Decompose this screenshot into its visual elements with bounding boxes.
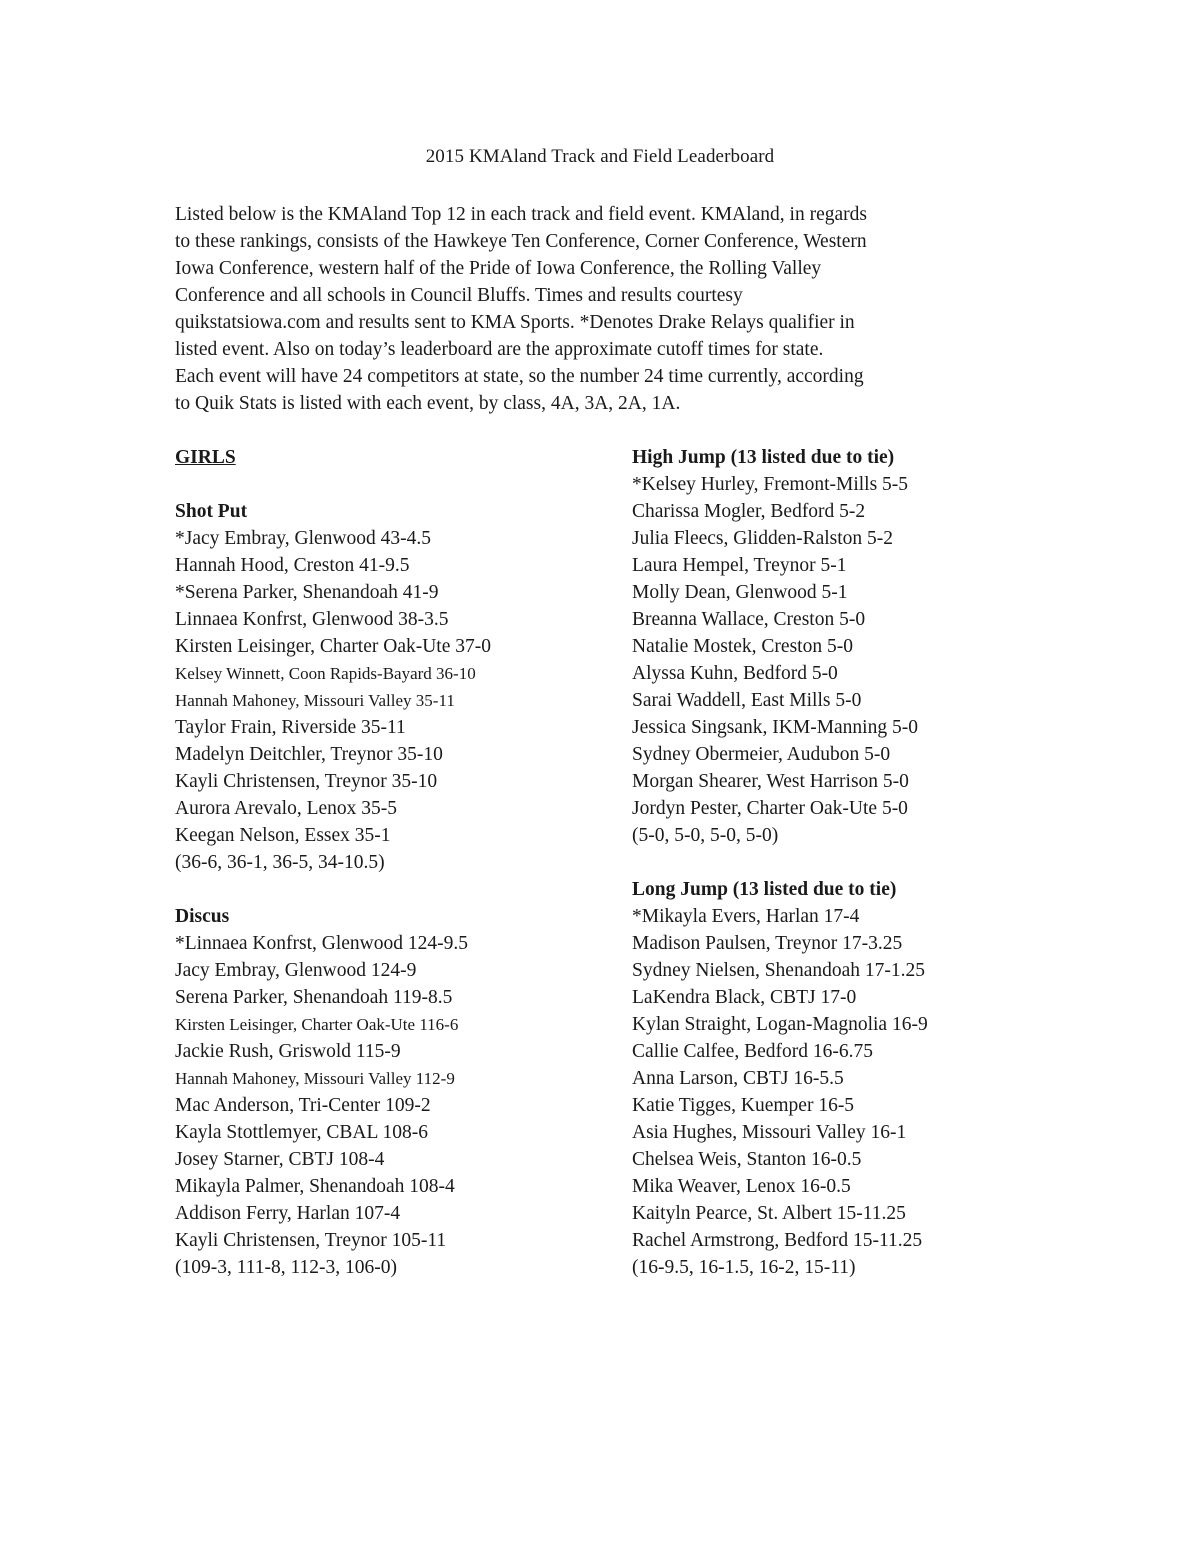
list-item: Sydney Obermeier, Audubon 5-0	[632, 744, 891, 765]
list-item: Jordyn Pester, Charter Oak-Ute 5-0	[632, 798, 908, 819]
list-item: Kylan Straight, Logan-Magnolia 16-9	[632, 1014, 928, 1035]
list-item: Chelsea Weis, Stanton 16-0.5	[632, 1149, 862, 1170]
intro-paragraph	[175, 201, 1035, 417]
list-item: *Serena Parker, Shenandoah 41-9	[175, 582, 439, 603]
left-column	[175, 444, 595, 1308]
list-item: Kirsten Leisinger, Charter Oak-Ute 116-6	[175, 1015, 459, 1034]
list-item: Jacy Embray, Glenwood 124-9	[175, 960, 417, 981]
list-item: Julia Fleecs, Glidden-Ralston 5-2	[632, 528, 894, 549]
event-long-jump	[632, 876, 1052, 1281]
list-item: Kaityln Pearce, St. Albert 15-11.25	[632, 1203, 906, 1224]
event-title-long-jump: Long Jump (13 listed due to tie)	[632, 879, 897, 900]
document-title: 2015 KMAland Track and Field Leaderboard	[425, 146, 775, 167]
list-item: Anna Larson, CBTJ 16-5.5	[632, 1068, 844, 1089]
section-heading-girls: GIRLS	[175, 447, 236, 468]
event-title-discus: Discus	[175, 906, 230, 927]
list-item: Rachel Armstrong, Bedford 15-11.25	[632, 1230, 923, 1251]
event-title-high-jump: High Jump (13 listed due to tie)	[632, 447, 895, 468]
state-cutoffs-long-jump: (16-9.5, 16-1.5, 16-2, 15-11)	[632, 1257, 856, 1278]
list-item: Katie Tigges, Kuemper 16-5	[632, 1095, 855, 1116]
intro-line: Each event will have 24 competitors at state, so the number 24 time currently, according	[175, 366, 864, 387]
event-title-shot-put: Shot Put	[175, 501, 248, 522]
intro-line: quikstatsiowa.com and results sent to KMA Sports. *Denotes Drake Relays qualifier in	[175, 312, 855, 333]
list-item: Charissa Mogler, Bedford 5-2	[632, 501, 866, 522]
list-item: *Kelsey Hurley, Fremont-Mills 5-5	[632, 474, 909, 495]
list-item: Breanna Wallace, Creston 5-0	[632, 609, 866, 630]
state-cutoffs-discus: (109-3, 111-8, 112-3, 106-0)	[175, 1257, 398, 1278]
list-item: *Linnaea Konfrst, Glenwood 124-9.5	[175, 933, 468, 954]
list-item: Kayla Stottlemyer, CBAL 108-6	[175, 1122, 429, 1143]
event-discus	[175, 903, 595, 1281]
list-item: Keegan Nelson, Essex 35-1	[175, 825, 391, 846]
list-item: Hannah Hood, Creston 41-9.5	[175, 555, 410, 576]
event-high-jump	[632, 444, 1052, 849]
list-item: Callie Calfee, Bedford 16-6.75	[632, 1041, 873, 1062]
list-item: Mikayla Palmer, Shenandoah 108-4	[175, 1176, 455, 1197]
list-item: Addison Ferry, Harlan 107-4	[175, 1203, 401, 1224]
list-item: Hannah Mahoney, Missouri Valley 112-9	[175, 1069, 455, 1088]
intro-line: to Quik Stats is listed with each event, by class, 4A, 3A, 2A, 1A.	[175, 393, 681, 414]
intro-line: Listed below is the KMAland Top 12 in each track and field event. KMAland, in regards	[175, 204, 867, 225]
list-item: Linnaea Konfrst, Glenwood 38-3.5	[175, 609, 449, 630]
intro-line: to these rankings, consists of the Hawkeye Ten Conference, Corner Conference, Western	[175, 231, 867, 252]
event-shot-put	[175, 498, 595, 876]
intro-line: Iowa Conference, western half of the Pride of Iowa Conference, the Rolling Valley	[175, 258, 822, 279]
list-item: Jessica Singsank, IKM-Manning 5-0	[632, 717, 918, 738]
list-item: Madison Paulsen, Treynor 17-3.25	[632, 933, 903, 954]
list-item: Taylor Frain, Riverside 35-11	[175, 717, 406, 738]
list-item: Jackie Rush, Griswold 115-9	[175, 1041, 401, 1062]
list-item: Madelyn Deitchler, Treynor 35-10	[175, 744, 443, 765]
list-item: Laura Hempel, Treynor 5-1	[632, 555, 847, 576]
list-item: *Jacy Embray, Glenwood 43-4.5	[175, 528, 431, 549]
list-item: Josey Starner, CBTJ 108-4	[175, 1149, 385, 1170]
state-cutoffs-shot-put: (36-6, 36-1, 36-5, 34-10.5)	[175, 852, 385, 873]
list-item: Kirsten Leisinger, Charter Oak-Ute 37-0	[175, 636, 491, 657]
right-column	[632, 444, 1052, 1308]
list-item: Asia Hughes, Missouri Valley 16-1	[632, 1122, 907, 1143]
state-cutoffs-high-jump: (5-0, 5-0, 5-0, 5-0)	[632, 825, 779, 846]
list-item: Kayli Christensen, Treynor 105-11	[175, 1230, 447, 1251]
list-item: Molly Dean, Glenwood 5-1	[632, 582, 848, 603]
list-item: Serena Parker, Shenandoah 119-8.5	[175, 987, 453, 1008]
list-item: Natalie Mostek, Creston 5-0	[632, 636, 853, 657]
list-item: Hannah Mahoney, Missouri Valley 35-11	[175, 691, 455, 710]
list-item: Kayli Christensen, Treynor 35-10	[175, 771, 438, 792]
list-item: *Mikayla Evers, Harlan 17-4	[632, 906, 860, 927]
list-item: Mika Weaver, Lenox 16-0.5	[632, 1176, 851, 1197]
list-item: Aurora Arevalo, Lenox 35-5	[175, 798, 398, 819]
list-item: Sarai Waddell, East Mills 5-0	[632, 690, 862, 711]
list-item: Alyssa Kuhn, Bedford 5-0	[632, 663, 838, 684]
list-item: Kelsey Winnett, Coon Rapids-Bayard 36-10	[175, 664, 476, 683]
list-item: Sydney Nielsen, Shenandoah 17-1.25	[632, 960, 925, 981]
list-item: Morgan Shearer, West Harrison 5-0	[632, 771, 909, 792]
list-item: Mac Anderson, Tri-Center 109-2	[175, 1095, 431, 1116]
list-item: LaKendra Black, CBTJ 17-0	[632, 987, 857, 1008]
intro-line: Conference and all schools in Council Bluffs. Times and results courtesy	[175, 285, 743, 306]
intro-line: listed event. Also on today’s leaderboard are the approximate cutoff times for state.	[175, 339, 824, 360]
